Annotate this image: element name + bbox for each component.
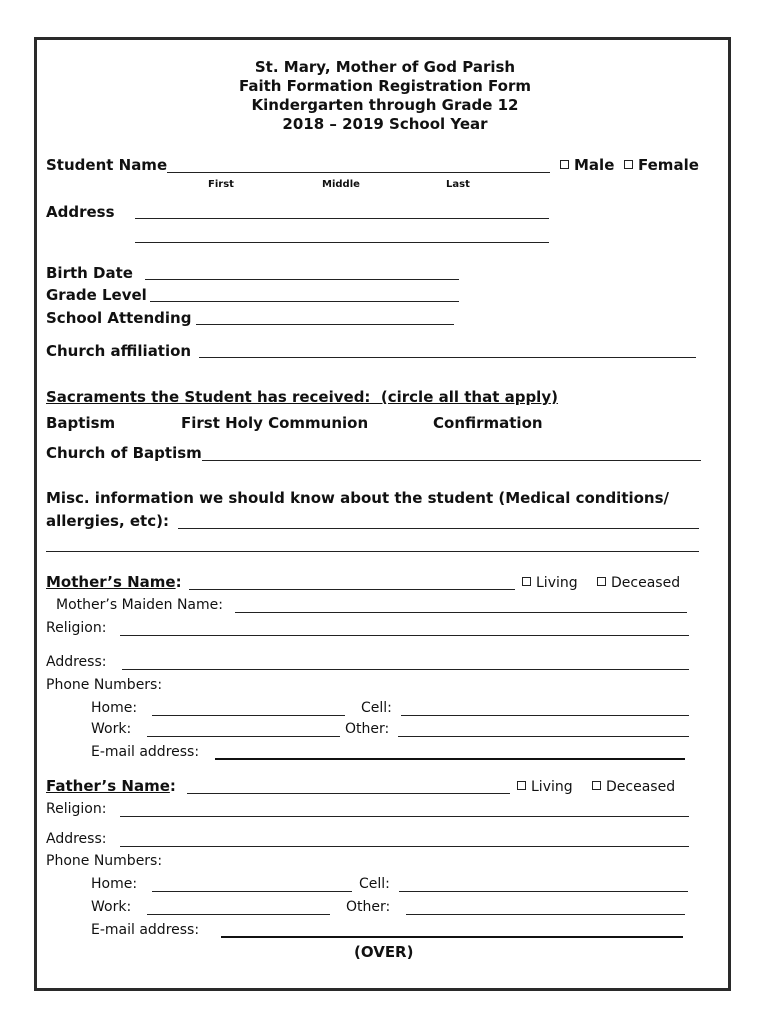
female-option[interactable]: Female	[624, 158, 699, 173]
mother-deceased-checkbox[interactable]	[597, 577, 606, 586]
student-name-field[interactable]	[167, 172, 550, 173]
misc-info-label: Misc. information we should know about the student (Medical conditions/	[46, 489, 670, 507]
sacraments-heading: Sacraments the Student has received: (circle all that apply)	[46, 388, 558, 406]
mother-email-field[interactable]	[215, 758, 685, 760]
mother-home-label: Home:	[91, 700, 138, 716]
form-title: Faith Formation Registration Form	[238, 77, 532, 95]
confirmation-option[interactable]: Confirmation	[433, 414, 543, 432]
school-attending-field[interactable]	[196, 324, 454, 325]
mother-address-label: Address:	[46, 654, 107, 670]
last-caption: Last	[446, 179, 470, 190]
father-cell-label: Cell:	[359, 876, 390, 892]
father-religion-label: Religion:	[46, 801, 107, 817]
over-note: (OVER)	[354, 943, 414, 961]
male-option[interactable]: Male	[560, 158, 614, 173]
father-religion-field[interactable]	[120, 816, 689, 817]
father-cell-field[interactable]	[399, 891, 688, 892]
father-address-field[interactable]	[120, 846, 689, 847]
father-living-checkbox[interactable]	[517, 781, 526, 790]
mothers-name-label: Mother’s Name:	[46, 573, 182, 591]
mother-cell-field[interactable]	[401, 715, 689, 716]
father-email-label: E-mail address:	[91, 922, 200, 938]
mother-religion-label: Religion:	[46, 620, 107, 636]
mothers-name-field[interactable]	[189, 589, 515, 590]
church-affiliation-label: Church affiliation	[46, 342, 192, 360]
church-of-baptism-label: Church of Baptism	[46, 444, 202, 462]
father-work-label: Work:	[91, 899, 132, 915]
birth-date-label: Birth Date	[46, 264, 133, 282]
father-other-label: Other:	[346, 899, 391, 915]
father-other-field[interactable]	[406, 914, 685, 915]
misc-info-field-1[interactable]	[178, 528, 699, 529]
father-living-option[interactable]: Living	[517, 780, 573, 794]
middle-caption: Middle	[322, 179, 360, 190]
student-name-label: Student Name	[46, 156, 168, 174]
grade-range: Kindergarten through Grade 12	[251, 96, 519, 114]
first-communion-option[interactable]: First Holy Communion	[181, 414, 369, 432]
fathers-name-field[interactable]	[187, 793, 510, 794]
maiden-name-field[interactable]	[235, 612, 687, 613]
misc-info-field-2[interactable]	[46, 551, 699, 552]
female-checkbox[interactable]	[624, 160, 633, 169]
address-field-2[interactable]	[135, 242, 549, 243]
mother-religion-field[interactable]	[120, 635, 689, 636]
father-deceased-checkbox[interactable]	[592, 781, 601, 790]
mother-home-field[interactable]	[152, 715, 345, 716]
church-affiliation-field[interactable]	[199, 357, 696, 358]
fathers-name-label: Father’s Name:	[46, 777, 176, 795]
father-deceased-option[interactable]: Deceased	[592, 780, 675, 794]
maiden-name-label: Mother’s Maiden Name:	[56, 597, 223, 613]
father-phone-label: Phone Numbers:	[46, 853, 163, 869]
mother-work-field[interactable]	[147, 736, 340, 737]
mother-other-label: Other:	[345, 721, 390, 737]
mother-deceased-option[interactable]: Deceased	[597, 576, 680, 590]
father-home-field[interactable]	[152, 891, 352, 892]
grade-level-field[interactable]	[150, 301, 459, 302]
mother-address-field[interactable]	[122, 669, 689, 670]
school-year: 2018 – 2019 School Year	[282, 115, 488, 133]
address-field-1[interactable]	[135, 218, 549, 219]
mother-other-field[interactable]	[398, 736, 689, 737]
father-address-label: Address:	[46, 831, 107, 847]
mother-cell-label: Cell:	[361, 700, 392, 716]
male-checkbox[interactable]	[560, 160, 569, 169]
mother-work-label: Work:	[91, 721, 132, 737]
mother-living-option[interactable]: Living	[522, 576, 578, 590]
mother-phone-label: Phone Numbers:	[46, 677, 163, 693]
parish-name: St. Mary, Mother of God Parish	[254, 58, 516, 76]
birth-date-field[interactable]	[145, 279, 459, 280]
address-label: Address	[46, 203, 115, 221]
school-attending-label: School Attending	[46, 309, 192, 327]
mother-living-checkbox[interactable]	[522, 577, 531, 586]
baptism-option[interactable]: Baptism	[46, 414, 116, 432]
allergies-label: allergies, etc):	[46, 512, 169, 530]
father-email-field[interactable]	[221, 936, 683, 938]
church-of-baptism-field[interactable]	[202, 460, 701, 461]
grade-level-label: Grade Level	[46, 286, 147, 304]
mother-email-label: E-mail address:	[91, 744, 200, 760]
first-caption: First	[208, 179, 234, 190]
father-work-field[interactable]	[147, 914, 330, 915]
father-home-label: Home:	[91, 876, 138, 892]
